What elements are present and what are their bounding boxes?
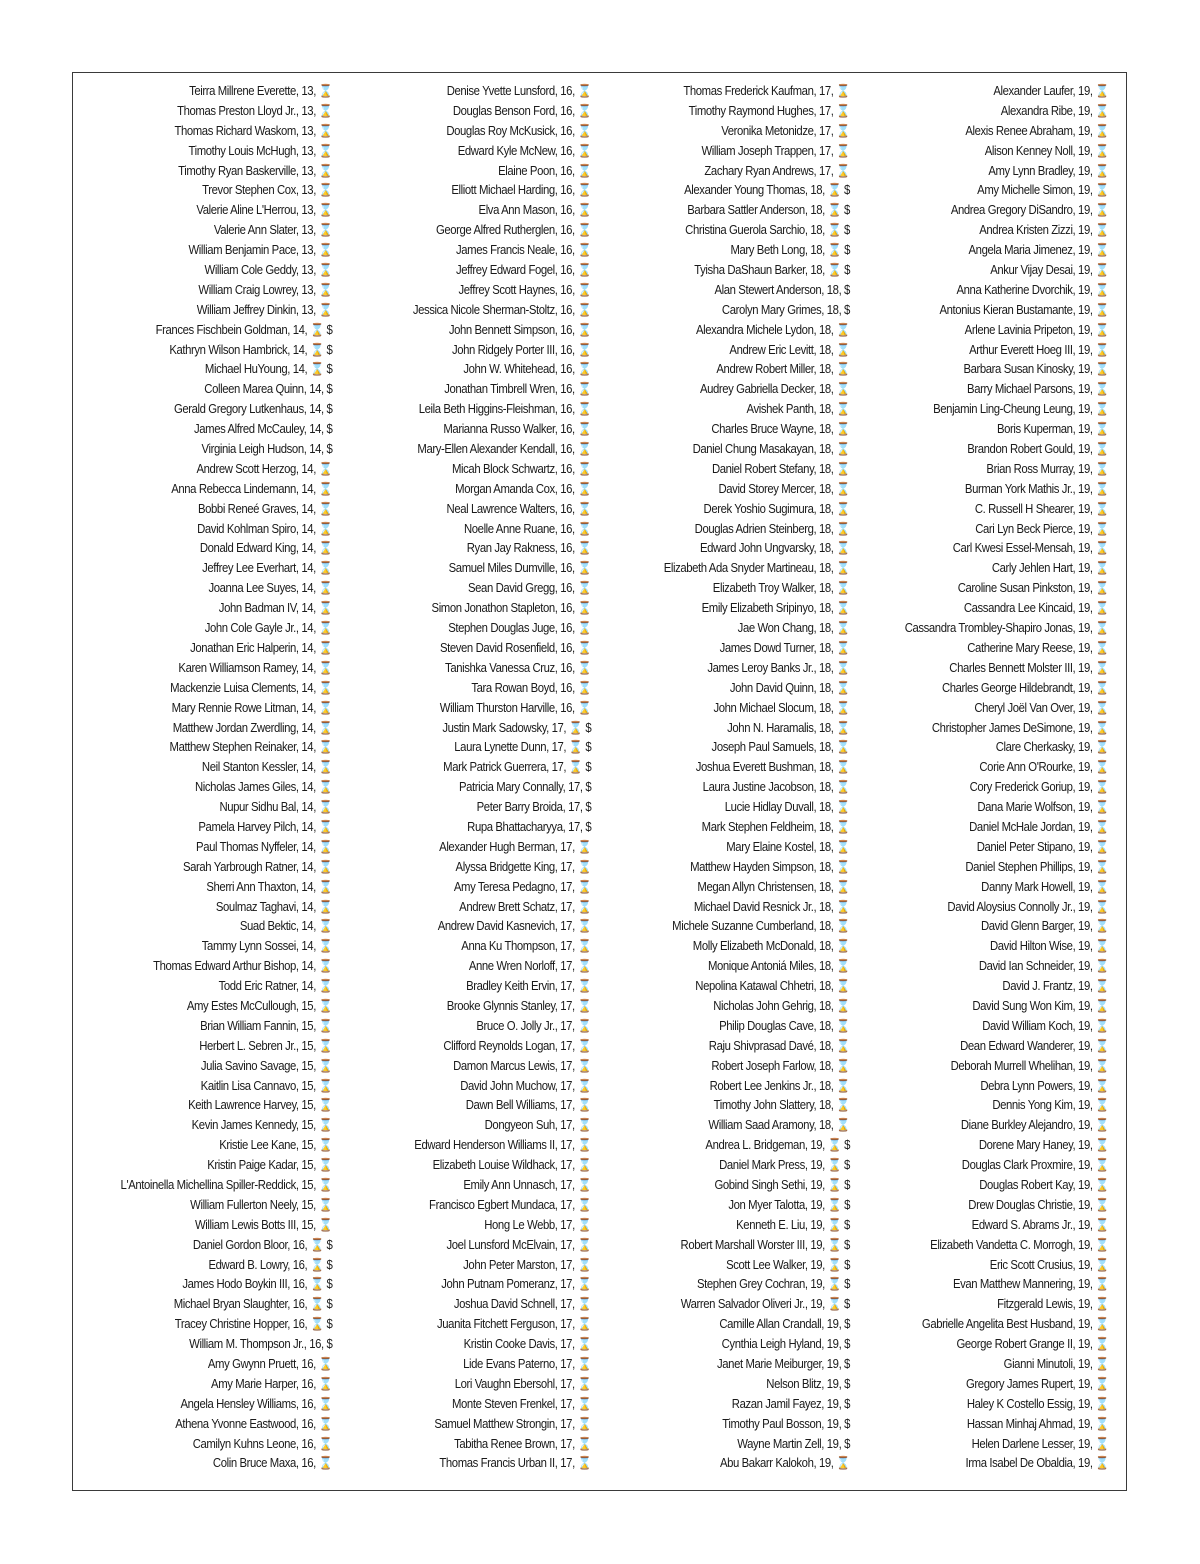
list-item: Burman York Mathis Jr., 19, ⌛ [964, 481, 1109, 496]
list-item: Charles Bruce Wayne, 18, ⌛ [711, 422, 850, 437]
list-item: Michael Bryan Slaughter, 16, ⌛ $ [173, 1297, 332, 1312]
list-item: Justin Mark Sadowsky, 17, ⌛ $ [442, 720, 591, 735]
list-item: Anne Wren Norloff, 17, ⌛ [468, 959, 591, 974]
list-item: Steven David Rosenfield, 16, ⌛ [439, 640, 591, 655]
list-item: Elliott Michael Harding, 16, ⌛ [451, 183, 591, 198]
list-item: Todd Eric Ratner, 14, ⌛ [218, 979, 332, 994]
list-item: Evan Matthew Mannering, 19, ⌛ [952, 1277, 1109, 1292]
list-item: Edward S. Abrams Jr., 19, ⌛ [971, 1217, 1109, 1232]
list-item: Hong Le Webb, 17, ⌛ [483, 1217, 591, 1232]
list-item: Joshua David Schnell, 17, ⌛ [453, 1297, 591, 1312]
list-item: Elizabeth Troy Walker, 18, ⌛ [712, 581, 850, 596]
list-item: Timothy John Slattery, 18, ⌛ [713, 1098, 850, 1113]
list-item: Gerald Gregory Lutkenhaus, 14, $ [173, 402, 332, 417]
list-item: Zachary Ryan Andrews, 17, ⌛ [704, 163, 850, 178]
list-item: Andrew Scott Herzog, 14, ⌛ [196, 461, 332, 476]
list-item: Trevor Stephen Cox, 13, ⌛ [201, 183, 332, 198]
list-item: Carolyn Mary Grimes, 18, $ [721, 302, 850, 317]
list-item: Veronika Metonidze, 17, ⌛ [721, 123, 850, 138]
list-item: Valerie Aline L'Herrou, 13, ⌛ [195, 203, 332, 218]
list-item: Suad Bektic, 14, ⌛ [239, 919, 332, 934]
list-item: Colin Bruce Maxa, 16, ⌛ [212, 1456, 332, 1471]
list-item: Kenneth E. Liu, 19, ⌛ $ [736, 1217, 850, 1232]
list-item: John Peter Marston, 17, ⌛ [462, 1257, 591, 1272]
list-item: Thomas Francis Urban II, 17, ⌛ [439, 1456, 591, 1471]
list-item: Bruce O. Jolly Jr., 17, ⌛ [476, 1018, 591, 1033]
list-item: Mary Elaine Kostel, 18, ⌛ [726, 839, 850, 854]
list-item: Douglas Robert Kay, 19, ⌛ [979, 1177, 1109, 1192]
list-item: Edward John Ungvarsky, 18, ⌛ [700, 541, 850, 556]
list-item: Nicholas John Gehrig, 18, ⌛ [713, 998, 850, 1013]
list-item: John Putnam Pomeranz, 17, ⌛ [441, 1277, 591, 1292]
list-item: Daniel Chung Masakayan, 18, ⌛ [692, 442, 850, 457]
list-item: William Jeffrey Dinkin, 13, ⌛ [196, 302, 332, 317]
list-item: Alan Stewert Anderson, 18, $ [714, 282, 850, 297]
list-item: James Leroy Banks Jr., 18, ⌛ [707, 660, 850, 675]
list-item: Cheryl Joël Van Over, 19, ⌛ [974, 700, 1109, 715]
list-item: Ankur Vijay Desai, 19, ⌛ [990, 263, 1109, 278]
list-item: David Aloysius Connolly Jr., 19, ⌛ [947, 899, 1109, 914]
list-item: Paul Thomas Nyffeler, 14, ⌛ [195, 839, 332, 854]
list-item: Carl Kwesi Essel-Mensah, 19, ⌛ [952, 541, 1109, 556]
list-item: Cory Frederick Goriup, 19, ⌛ [969, 780, 1109, 795]
list-item: Edward Henderson Williams II, 17, ⌛ [414, 1138, 591, 1153]
list-item: Alexandra Ribe, 19, ⌛ [1000, 103, 1109, 118]
list-item: Angela Maria Jimenez, 19, ⌛ [968, 243, 1109, 258]
list-item: Robert Joseph Farlow, 18, ⌛ [711, 1058, 850, 1073]
list-item: Andrea Gregory DiSandro, 19, ⌛ [950, 203, 1109, 218]
list-item: Herbert L. Sebren Jr., 15, ⌛ [198, 1038, 332, 1053]
list-item: John N. Haramalis, 18, ⌛ [727, 720, 850, 735]
list-item: Charles George Hildebrandt, 19, ⌛ [941, 680, 1109, 695]
list-item: Christopher James DeSimone, 19, ⌛ [931, 720, 1109, 735]
list-item: Arthur Everett Hoeg III, 19, ⌛ [969, 342, 1109, 357]
list-item: Jeffrey Lee Everhart, 14, ⌛ [201, 561, 332, 576]
list-item: Daniel McHale Jordan, 19, ⌛ [969, 819, 1109, 834]
list-item: Alexandra Michele Lydon, 18, ⌛ [695, 322, 850, 337]
list-item: Edward Kyle McNew, 16, ⌛ [457, 143, 591, 158]
list-item: Nupur Sidhu Bal, 14, ⌛ [219, 800, 332, 815]
name-column-3 [643, 82, 850, 1474]
list-item: David Kohlman Spiro, 14, ⌛ [196, 521, 332, 536]
list-item: Thomas Frederick Kaufman, 17, ⌛ [683, 84, 850, 98]
list-item: Dawn Bell Williams, 17, ⌛ [465, 1098, 591, 1113]
list-item: Alexander Laufer, 19, ⌛ [993, 84, 1109, 98]
list-item: Simon Jonathon Stapleton, 16, ⌛ [431, 601, 591, 616]
list-item: Philip Douglas Cave, 18, ⌛ [719, 1018, 850, 1033]
list-item: Kathryn Wilson Hambrick, 14, ⌛ $ [168, 342, 332, 357]
list-item: Alyssa Bridgette King, 17, ⌛ [455, 859, 591, 874]
list-item: David J. Frantz, 19, ⌛ [1002, 979, 1109, 994]
list-item: David Ian Schneider, 19, ⌛ [978, 959, 1109, 974]
list-item: Dongyeon Suh, 17, ⌛ [484, 1118, 591, 1133]
list-item: Amy Michelle Simon, 19, ⌛ [977, 183, 1109, 198]
list-item: Tyisha DaShaun Barker, 18, ⌛ $ [694, 263, 850, 278]
list-item: Brian William Fannin, 15, ⌛ [199, 1018, 332, 1033]
list-item: Timothy Raymond Hughes, 17, ⌛ [688, 103, 850, 118]
list-item: Alexander Young Thomas, 18, ⌛ $ [684, 183, 850, 198]
list-item: Elaine Poon, 16, ⌛ [497, 163, 591, 178]
list-item: John Cole Gayle Jr., 14, ⌛ [204, 621, 332, 636]
list-item: John W. Whitehead, 16, ⌛ [463, 362, 591, 377]
list-item: Pamela Harvey Pilch, 14, ⌛ [198, 819, 332, 834]
list-item: Angela Hensley Williams, 16, ⌛ [180, 1396, 332, 1411]
list-item: Athena Yvonne Eastwood, 16, ⌛ [174, 1416, 332, 1431]
list-item: Alison Kenney Noll, 19, ⌛ [984, 143, 1109, 158]
list-item: Lori Vaughn Ebersohl, 17, ⌛ [454, 1376, 591, 1391]
list-item: Camilyn Kuhns Leone, 16, ⌛ [192, 1436, 332, 1451]
list-item: Jonathan Timbrell Wren, 16, ⌛ [443, 382, 591, 397]
list-item: Matthew Stephen Reinaker, 14, ⌛ [169, 740, 332, 755]
list-item: George Robert Grange II, 19, ⌛ [956, 1337, 1109, 1352]
list-item: Haley K Costello Essig, 19, ⌛ [966, 1396, 1109, 1411]
list-item: Elizabeth Louise Wildhack, 17, ⌛ [432, 1158, 591, 1173]
list-item: Catherine Mary Reese, 19, ⌛ [967, 640, 1109, 655]
list-item: Timothy Paul Bosson, 19, $ [722, 1416, 850, 1431]
list-item: Dean Edward Wanderer, 19, ⌛ [960, 1038, 1109, 1053]
list-item: Laura Justine Jacobson, 18, ⌛ [702, 780, 850, 795]
list-item: Andrea L. Bridgeman, 19, ⌛ $ [705, 1138, 850, 1153]
list-item: John Badman IV, 14, ⌛ [218, 601, 332, 616]
list-item: David Sung Won Kim, 19, ⌛ [972, 998, 1109, 1013]
list-item: Julia Savino Savage, 15, ⌛ [200, 1058, 332, 1073]
list-item: Lucie Hidlay Duvall, 18, ⌛ [724, 800, 850, 815]
list-item: Gabrielle Angelita Best Husband, 19, ⌛ [921, 1317, 1109, 1332]
list-item: Donald Edward King, 14, ⌛ [199, 541, 332, 556]
list-item: Emily Ann Unnasch, 17, ⌛ [463, 1177, 591, 1192]
list-item: Abu Bakarr Kalokoh, 19, ⌛ [719, 1456, 850, 1471]
list-item: Amy Marie Harper, 16, ⌛ [210, 1376, 332, 1391]
list-item: William Lewis Botts III, 15, ⌛ [194, 1217, 332, 1232]
list-item: Derek Yoshio Sugimura, 18, ⌛ [703, 501, 850, 516]
list-item: Barry Michael Parsons, 19, ⌛ [966, 382, 1109, 397]
list-item: James Francis Neale, 16, ⌛ [455, 243, 591, 258]
list-item: Daniel Gordon Bloor, 16, ⌛ $ [192, 1237, 332, 1252]
list-item: Bradley Keith Ervin, 17, ⌛ [465, 979, 591, 994]
name-column-1 [97, 82, 332, 1474]
list-item: Ryan Jay Rakness, 16, ⌛ [466, 541, 591, 556]
list-item: Mackenzie Luisa Clements, 14, ⌛ [169, 680, 332, 695]
list-item: Lide Evans Paterno, 17, ⌛ [462, 1357, 591, 1371]
list-item: Elva Ann Mason, 16, ⌛ [478, 203, 591, 218]
list-item: Janet Marie Meiburger, 19, $ [717, 1357, 850, 1371]
list-item: Amy Gwynn Pruett, 16, ⌛ [207, 1357, 332, 1371]
list-item: David Glenn Barger, 19, ⌛ [980, 919, 1109, 934]
list-item: William Benjamin Pace, 13, ⌛ [188, 243, 332, 258]
list-item: Audrey Gabriella Decker, 18, ⌛ [699, 382, 850, 397]
list-item: Peter Barry Broida, 17, $ [476, 800, 591, 815]
list-item: Dennis Yong Kim, 19, ⌛ [992, 1098, 1109, 1113]
list-item: Elizabeth Ada Snyder Martineau, 18, ⌛ [663, 561, 850, 576]
list-item: Tabitha Renee Brown, 17, ⌛ [453, 1436, 591, 1451]
list-item: Teirra Millrene Everette, 13, ⌛ [188, 84, 332, 98]
list-item: Benjamin Ling-Cheung Leung, 19, ⌛ [933, 402, 1109, 417]
list-item: Cynthia Leigh Hyland, 19, $ [721, 1337, 850, 1352]
list-item: William Thurston Harville, 16, ⌛ [439, 700, 591, 715]
list-item: William Saad Aramony, 18, ⌛ [708, 1118, 850, 1133]
list-item: Jessica Nicole Sherman-Stoltz, 16, ⌛ [412, 302, 591, 317]
list-item: Megan Allyn Christensen, 18, ⌛ [697, 879, 850, 894]
list-item: Andrew Robert Miller, 18, ⌛ [716, 362, 850, 377]
list-item: Bobbi Reneé Graves, 14, ⌛ [197, 501, 332, 516]
list-item: John Michael Slocum, 18, ⌛ [713, 700, 850, 715]
list-item: Mary Beth Long, 18, ⌛ $ [730, 243, 850, 258]
name-column-2 [393, 82, 591, 1474]
list-item: Camille Allan Crandall, 19, $ [719, 1317, 850, 1332]
list-item: Amy Teresa Pedagno, 17, ⌛ [453, 879, 591, 894]
list-item: Denise Yvette Lunsford, 16, ⌛ [446, 84, 591, 98]
list-item: Gregory James Rupert, 19, ⌛ [965, 1376, 1109, 1391]
list-item: Scott Lee Walker, 19, ⌛ $ [726, 1257, 850, 1272]
list-item: Joanna Lee Suyes, 14, ⌛ [208, 581, 332, 596]
list-item: Tanishka Vanessa Cruz, 16, ⌛ [444, 660, 591, 675]
list-item: Antonius Kieran Bustamante, 19, ⌛ [939, 302, 1109, 317]
list-item: Arlene Lavinia Pripeton, 19, ⌛ [964, 322, 1109, 337]
list-item: Anna Katherine Dvorchik, 19, ⌛ [956, 282, 1109, 297]
list-item: Douglas Benson Ford, 16, ⌛ [452, 103, 591, 118]
list-item: Thomas Richard Waskom, 13, ⌛ [174, 123, 332, 138]
list-item: Avishek Panth, 18, ⌛ [746, 402, 850, 417]
list-item: Patricia Mary Connally, 17, $ [458, 780, 591, 795]
list-item: Noelle Anne Ruane, 16, ⌛ [463, 521, 591, 536]
list-item: Michael David Resnick Jr., 18, ⌛ [693, 899, 850, 914]
list-item: Wayne Martin Zell, 19, $ [737, 1436, 850, 1451]
list-item: Tammy Lynn Sossei, 14, ⌛ [201, 939, 332, 954]
list-item: Boris Kuperman, 19, ⌛ [996, 422, 1109, 437]
list-item: Michael HuYoung, 14, ⌛ $ [204, 362, 332, 377]
list-item: Laura Lynette Dunn, 17, ⌛ $ [454, 740, 591, 755]
list-item: Barbara Sattler Anderson, 18, ⌛ $ [687, 203, 850, 218]
list-item: Helen Darlene Lesser, 19, ⌛ [971, 1436, 1109, 1451]
list-item: William Craig Lowrey, 13, ⌛ [198, 282, 332, 297]
list-item: Jon Myer Talotta, 19, ⌛ $ [728, 1197, 850, 1212]
list-item: Andrea Kristen Zizzi, 19, ⌛ [979, 223, 1109, 238]
list-item: Francisco Egbert Mundaca, 17, ⌛ [428, 1197, 591, 1212]
list-item: Jeffrey Edward Fogel, 16, ⌛ [455, 263, 591, 278]
list-item: Emily Elizabeth Sripinyo, 18, ⌛ [701, 601, 850, 616]
list-item: James Dowd Turner, 18, ⌛ [719, 640, 850, 655]
list-item: Anna Rebecca Lindemann, 14, ⌛ [170, 481, 332, 496]
list-item: Stephen Grey Cochran, 19, ⌛ $ [697, 1277, 850, 1292]
list-item: John Ridgely Porter III, 16, ⌛ [451, 342, 591, 357]
list-item: Marianna Russo Walker, 16, ⌛ [443, 422, 591, 437]
list-item: Douglas Adrien Steinberg, 18, ⌛ [694, 521, 850, 536]
list-item: Kristin Paige Kadar, 15, ⌛ [206, 1158, 332, 1173]
list-item: Elizabeth Vandetta C. Morrogh, 19, ⌛ [930, 1237, 1109, 1252]
list-item: Daniel Mark Press, 19, ⌛ $ [719, 1158, 850, 1173]
list-item: Brandon Robert Gould, 19, ⌛ [967, 442, 1109, 457]
list-item: Leila Beth Higgins-Fleishman, 16, ⌛ [418, 402, 591, 417]
list-item: Joshua Everett Bushman, 18, ⌛ [695, 760, 850, 775]
list-item: John Bennett Simpson, 16, ⌛ [448, 322, 591, 337]
list-item: Gobind Singh Sethi, 19, ⌛ $ [714, 1177, 850, 1192]
list-item: William Joseph Trappen, 17, ⌛ [701, 143, 850, 158]
list-item: Charles Bennett Molster III, 19, ⌛ [949, 660, 1109, 675]
list-item: James Hodo Boykin III, 16, ⌛ $ [181, 1277, 332, 1292]
list-item: Virginia Leigh Hudson, 14, $ [201, 442, 332, 457]
list-item: Amy Lynn Bradley, 19, ⌛ [988, 163, 1109, 178]
list-item: Hassan Minhaj Ahmad, 19, ⌛ [966, 1416, 1109, 1431]
list-item: Mary-Ellen Alexander Kendall, 16, ⌛ [417, 442, 591, 457]
list-item: Barbara Susan Kinosky, 19, ⌛ [963, 362, 1109, 377]
list-item: L'Antoinella Michellina Spiller-Reddick, 15, ⌛ [120, 1177, 332, 1192]
list-item: Stephen Douglas Juge, 16, ⌛ [447, 621, 591, 636]
list-item: Douglas Roy McKusick, 16, ⌛ [446, 123, 591, 138]
list-item: Daniel Stephen Phillips, 19, ⌛ [965, 859, 1109, 874]
list-item: Diane Burkley Alejandro, 19, ⌛ [960, 1118, 1109, 1133]
list-item: Eric Scott Crusius, 19, ⌛ [989, 1257, 1109, 1272]
list-item: Kevin James Kennedy, 15, ⌛ [191, 1118, 332, 1133]
list-item: Razan Jamil Fayez, 19, $ [731, 1396, 850, 1411]
list-item: William Fullerton Neely, 15, ⌛ [189, 1197, 332, 1212]
list-item: Timothy Ryan Baskerville, 13, ⌛ [177, 163, 332, 178]
list-item: Morgan Amanda Cox, 16, ⌛ [454, 481, 591, 496]
list-item: Caroline Susan Pinkston, 19, ⌛ [957, 581, 1109, 596]
list-item: Clifford Reynolds Logan, 17, ⌛ [443, 1038, 591, 1053]
list-item: Matthew Jordan Zwerdling, 14, ⌛ [172, 720, 332, 735]
list-item: Micah Block Schwartz, 16, ⌛ [451, 461, 591, 476]
list-item: David Hilton Wise, 19, ⌛ [989, 939, 1109, 954]
list-item: David William Koch, 19, ⌛ [982, 1018, 1109, 1033]
list-item: William Cole Geddy, 13, ⌛ [204, 263, 332, 278]
list-item: Monique Antoniá Miles, 18, ⌛ [707, 959, 850, 974]
list-item: William M. Thompson Jr., 16, $ [188, 1337, 332, 1352]
list-item: Fitzgerald Lewis, 19, ⌛ [997, 1297, 1109, 1312]
list-item: Daniel Peter Stipano, 19, ⌛ [976, 839, 1109, 854]
list-item: Juanita Fitchett Ferguson, 17, ⌛ [436, 1317, 591, 1332]
list-item: George Alfred Rutherglen, 16, ⌛ [435, 223, 591, 238]
list-item: Andrew Eric Levitt, 18, ⌛ [729, 342, 850, 357]
list-item: Jae Won Chang, 18, ⌛ [737, 621, 850, 636]
list-item: Cari Lyn Beck Pierce, 19, ⌛ [975, 521, 1109, 536]
list-item: Warren Salvador Oliveri Jr., 19, ⌛ $ [680, 1297, 850, 1312]
list-item: Cassandra Lee Kincaid, 19, ⌛ [963, 601, 1109, 616]
list-item: Andrew Brett Schatz, 17, ⌛ [458, 899, 591, 914]
list-item: Nepolina Katawal Chhetri, 18, ⌛ [695, 979, 850, 994]
list-item: Jonathan Eric Halperin, 14, ⌛ [189, 640, 332, 655]
list-item: Dorene Mary Haney, 19, ⌛ [978, 1138, 1109, 1153]
list-item: David Storey Mercer, 18, ⌛ [718, 481, 850, 496]
list-item: Colleen Marea Quinn, 14, $ [203, 382, 332, 397]
list-item: Nicholas James Giles, 14, ⌛ [194, 780, 332, 795]
list-item: Thomas Edward Arthur Bishop, 14, ⌛ [152, 959, 332, 974]
list-item: Irma Isabel De Obaldia, 19, ⌛ [965, 1456, 1109, 1471]
list-item: Brooke Glynnis Stanley, 17, ⌛ [446, 998, 591, 1013]
list-item: Raju Shivprasad Davé, 18, ⌛ [708, 1038, 850, 1053]
list-item: Drew Douglas Christie, 19, ⌛ [968, 1197, 1109, 1212]
list-item: Thomas Preston Lloyd Jr., 13, ⌛ [176, 103, 332, 118]
list-item: Molly Elizabeth McDonald, 18, ⌛ [692, 939, 850, 954]
list-item: Monte Steven Frenkel, 17, ⌛ [451, 1396, 591, 1411]
list-item: Neil Stanton Kessler, 14, ⌛ [201, 760, 332, 775]
list-item: Mark Stephen Feldheim, 18, ⌛ [701, 819, 850, 834]
list-item: Daniel Robert Stefany, 18, ⌛ [711, 461, 850, 476]
list-item: Corie Ann O'Rourke, 19, ⌛ [979, 760, 1109, 775]
list-item: Debra Lynn Powers, 19, ⌛ [980, 1078, 1109, 1093]
list-item: James Alfred McCauley, 14, $ [193, 422, 332, 437]
list-item: Cassandra Trombley-Shapiro Jonas, 19, ⌛ [904, 621, 1109, 636]
list-item: Keith Lawrence Harvey, 15, ⌛ [187, 1098, 332, 1113]
list-item: Sean David Gregg, 16, ⌛ [467, 581, 591, 596]
list-item: Kaitlin Lisa Cannavo, 15, ⌛ [200, 1078, 332, 1093]
list-item: Michele Suzanne Cumberland, 18, ⌛ [672, 919, 850, 934]
list-item: Clare Cherkasky, 19, ⌛ [995, 740, 1109, 755]
list-item: Alexander Hugh Berman, 17, ⌛ [438, 839, 591, 854]
list-item: Brian Ross Murray, 19, ⌛ [986, 461, 1109, 476]
list-item: Tracey Christine Hopper, 16, ⌛ $ [174, 1317, 332, 1332]
list-item: Dana Marie Wolfson, 19, ⌛ [977, 800, 1109, 815]
list-item: Amy Estes McCullough, 15, ⌛ [186, 998, 332, 1013]
list-item: Alexis Renee Abraham, 19, ⌛ [965, 123, 1109, 138]
list-item: Rupa Bhattacharyya, 17, $ [466, 819, 591, 834]
list-item: Edward B. Lowry, 16, ⌛ $ [208, 1257, 332, 1272]
list-item: Samuel Miles Dumville, 16, ⌛ [448, 561, 591, 576]
list-item: Deborah Murrell Whelihan, 19, ⌛ [950, 1058, 1109, 1073]
list-item: Joel Lunsford McElvain, 17, ⌛ [446, 1237, 591, 1252]
list-item: Mark Patrick Guerrera, 17, ⌛ $ [442, 760, 591, 775]
list-item: Joseph Paul Samuels, 18, ⌛ [711, 740, 850, 755]
list-item: Danny Mark Howell, 19, ⌛ [981, 879, 1109, 894]
list-item: C. Russell H Shearer, 19, ⌛ [974, 501, 1109, 516]
list-item: Jeffrey Scott Haynes, 16, ⌛ [458, 282, 591, 297]
list-item: Sherri Ann Thaxton, 14, ⌛ [205, 879, 332, 894]
list-item: Soulmaz Taghavi, 14, ⌛ [215, 899, 332, 914]
list-item: Tara Rowan Boyd, 16, ⌛ [471, 680, 591, 695]
list-item: Kristie Lee Kane, 15, ⌛ [218, 1138, 332, 1153]
list-item: Robert Lee Jenkins Jr., 18, ⌛ [709, 1078, 850, 1093]
list-item: Douglas Clark Proxmire, 19, ⌛ [961, 1158, 1109, 1173]
list-item: Frances Fischbein Goldman, 14, ⌛ $ [155, 322, 332, 337]
list-item: Timothy Louis McHugh, 13, ⌛ [188, 143, 332, 158]
list-item: Anna Ku Thompson, 17, ⌛ [461, 939, 591, 954]
list-item: Karen Williamson Ramey, 14, ⌛ [178, 660, 332, 675]
list-item: John David Quinn, 18, ⌛ [729, 680, 850, 695]
list-item: Nelson Blitz, 19, $ [766, 1376, 850, 1391]
list-item: Matthew Hayden Simpson, 18, ⌛ [690, 859, 850, 874]
list-item: Andrew David Kasnevich, 17, ⌛ [437, 919, 591, 934]
list-item: Christina Guerola Sarchio, 18, ⌛ $ [685, 223, 850, 238]
list-item: Neal Lawrence Walters, 16, ⌛ [446, 501, 591, 516]
list-item: Robert Marshall Worster III, 19, ⌛ $ [680, 1237, 850, 1252]
list-item: Sarah Yarbrough Ratner, 14, ⌛ [182, 859, 332, 874]
list-item: Damon Marcus Lewis, 17, ⌛ [452, 1058, 591, 1073]
name-column-4 [882, 82, 1109, 1474]
list-item: Samuel Matthew Strongin, 17, ⌛ [434, 1416, 591, 1431]
list-item: Mary Rennie Rowe Litman, 14, ⌛ [171, 700, 332, 715]
list-item: David John Muchow, 17, ⌛ [459, 1078, 591, 1093]
list-item: Kristin Cooke Davis, 17, ⌛ [463, 1337, 591, 1352]
list-item: Carly Jehlen Hart, 19, ⌛ [991, 561, 1109, 576]
list-item: Valerie Ann Slater, 13, ⌛ [213, 223, 332, 238]
list-item: Gianni Minutoli, 19, ⌛ [1003, 1357, 1109, 1371]
